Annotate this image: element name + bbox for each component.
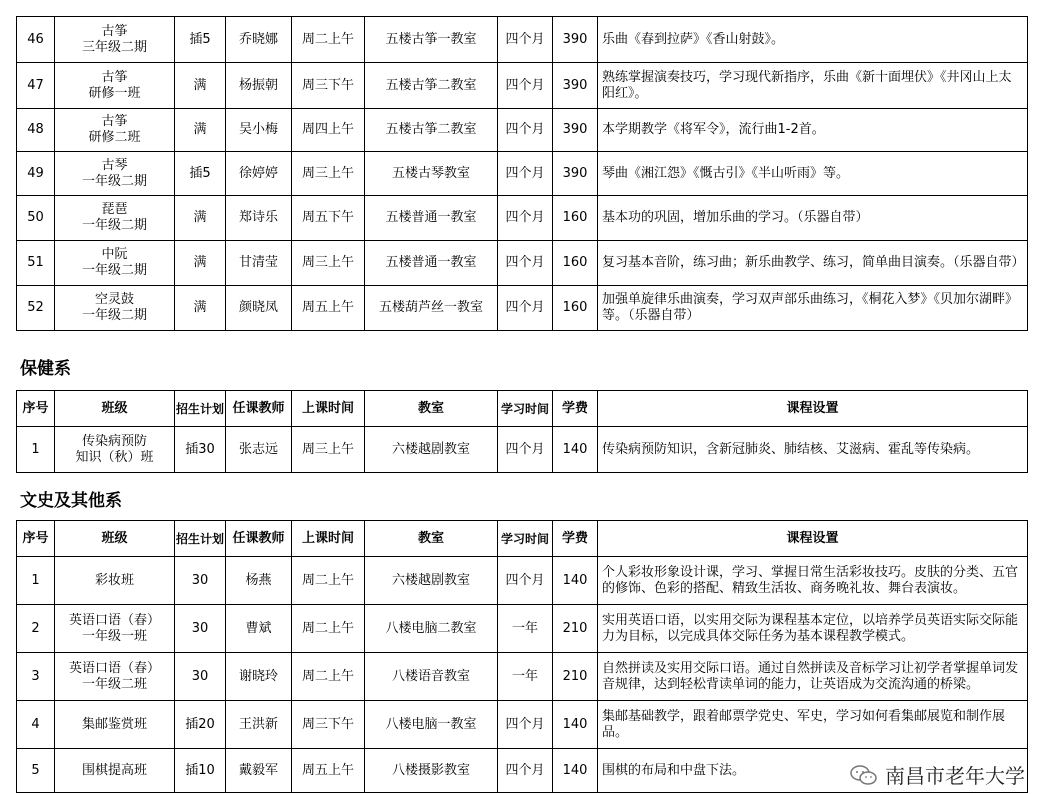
class-name-line1: 中阮 bbox=[101, 247, 128, 262]
tuition-fee: 160 bbox=[553, 286, 598, 331]
class-time: 周二上午 bbox=[292, 17, 365, 63]
table-row bbox=[17, 286, 1028, 331]
table-row bbox=[17, 109, 1028, 152]
tuition-fee: 140 bbox=[553, 749, 598, 793]
class-name-line1: 古琴 bbox=[101, 157, 128, 173]
health-table bbox=[16, 390, 1028, 473]
table-row bbox=[17, 605, 1028, 653]
classroom: 五楼古琴教室 bbox=[365, 152, 498, 196]
class-name bbox=[55, 427, 175, 473]
classroom: 八楼摄影教室 bbox=[365, 749, 498, 793]
classroom: 五楼葫芦丝一教室 bbox=[365, 286, 498, 331]
teacher-name: 乔晓娜 bbox=[226, 17, 292, 63]
teacher-name: 杨燕 bbox=[226, 557, 292, 605]
class-name-line2: 三年级二期 bbox=[81, 39, 147, 55]
section-title-health: 保健系 bbox=[20, 359, 71, 379]
class-time: 周五上午 bbox=[292, 749, 365, 793]
class-name bbox=[55, 286, 175, 331]
classroom: 八楼电脑一教室 bbox=[365, 701, 498, 749]
course-setting: 熟练掌握演奏技巧，学习现代新指序，乐曲《新十面埋伏》《井冈山上太阳红》。 bbox=[598, 63, 1028, 109]
course-setting: 集邮基础教学，跟着邮票学党史、军史，学习如何看集邮展览和制作展品。 bbox=[598, 701, 1028, 749]
course-setting: 乐曲《春到拉萨》《香山射鼓》。 bbox=[598, 17, 1028, 63]
header-time: 上课时间 bbox=[292, 391, 365, 427]
row-number: 1 bbox=[17, 557, 55, 605]
classroom: 五楼古筝二教室 bbox=[365, 63, 498, 109]
teacher-name: 戴毅军 bbox=[226, 749, 292, 793]
enrollment-plan: 满 bbox=[175, 241, 226, 286]
class-time: 周三上午 bbox=[292, 152, 365, 196]
table-row bbox=[17, 152, 1028, 196]
class-name-line1: 彩妆班 bbox=[94, 572, 134, 588]
class-name-line2: 一年级一班 bbox=[81, 628, 147, 644]
class-name-line2: 知识（秋）班 bbox=[75, 449, 154, 465]
teacher-name: 吴小梅 bbox=[226, 109, 292, 152]
class-name bbox=[55, 241, 175, 286]
teacher-name: 曹斌 bbox=[226, 605, 292, 653]
table-row bbox=[17, 427, 1028, 473]
row-number: 5 bbox=[17, 749, 55, 793]
health-header-row bbox=[17, 391, 1028, 427]
header-plan: 招生计划 bbox=[175, 521, 226, 557]
header-room: 教室 bbox=[365, 521, 498, 557]
classroom: 八楼语音教室 bbox=[365, 653, 498, 701]
enrollment-plan: 满 bbox=[175, 63, 226, 109]
row-number: 3 bbox=[17, 653, 55, 701]
class-name-line1: 英语口语（春） bbox=[68, 612, 160, 628]
class-name-line1: 传染病预防 bbox=[81, 433, 147, 449]
table-row bbox=[17, 557, 1028, 605]
course-setting: 实用英语口语，以实用交际为课程基本定位，以培养学员英语实际交际能力为目标，以完成具体交际任务为基本课程教学模式。 bbox=[598, 605, 1028, 653]
class-time: 周五下午 bbox=[292, 196, 365, 241]
study-duration: 四个月 bbox=[498, 286, 553, 331]
tuition-fee: 390 bbox=[553, 109, 598, 152]
class-time: 周三下午 bbox=[292, 701, 365, 749]
classroom: 五楼普通一教室 bbox=[365, 196, 498, 241]
class-name bbox=[55, 63, 175, 109]
study-duration: 四个月 bbox=[498, 152, 553, 196]
classroom: 五楼古筝一教室 bbox=[365, 17, 498, 63]
enrollment-plan: 30 bbox=[175, 557, 226, 605]
teacher-name: 张志远 bbox=[226, 427, 292, 473]
class-name-line2: 一年级二期 bbox=[81, 218, 147, 233]
tuition-fee: 210 bbox=[553, 653, 598, 701]
header-teacher: 任课教师 bbox=[226, 391, 292, 427]
class-name bbox=[55, 109, 175, 152]
row-number: 48 bbox=[17, 109, 55, 152]
classroom: 五楼古筝二教室 bbox=[365, 109, 498, 152]
course-setting: 加强单旋律乐曲演奏，学习双声部乐曲练习，《桐花入梦》《贝加尔湖畔》等。（乐器自带） bbox=[598, 286, 1028, 331]
tuition-fee: 160 bbox=[553, 241, 598, 286]
study-duration: 四个月 bbox=[498, 109, 553, 152]
row-number: 50 bbox=[17, 196, 55, 241]
header-time: 上课时间 bbox=[292, 521, 365, 557]
class-time: 周三上午 bbox=[292, 241, 365, 286]
header-teacher: 任课教师 bbox=[226, 521, 292, 557]
health-table-body bbox=[17, 427, 1028, 473]
course-setting: 基本功的巩固，增加乐曲的学习。（乐器自带） bbox=[598, 196, 1028, 241]
teacher-name: 甘清莹 bbox=[226, 241, 292, 286]
study-duration: 一年 bbox=[498, 605, 553, 653]
class-name-line1: 古筝 bbox=[101, 23, 128, 39]
class-time: 周二上午 bbox=[292, 557, 365, 605]
row-number: 2 bbox=[17, 605, 55, 653]
class-name-line1: 琵琶 bbox=[101, 202, 128, 217]
header-setting: 课程设置 bbox=[598, 521, 1028, 557]
class-time: 周五上午 bbox=[292, 286, 365, 331]
class-name-line1: 集邮鉴赏班 bbox=[81, 716, 147, 732]
class-name bbox=[55, 749, 175, 793]
enrollment-plan: 插30 bbox=[175, 427, 226, 473]
table-row bbox=[17, 701, 1028, 749]
class-name-line1: 围棋提高班 bbox=[81, 762, 147, 778]
class-name bbox=[55, 605, 175, 653]
class-name bbox=[55, 17, 175, 63]
course-setting: 传染病预防知识，含新冠肺炎、肺结核、艾滋病、霍乱等传染病。 bbox=[598, 427, 1028, 473]
music-table-body bbox=[17, 17, 1028, 331]
course-setting: 个人彩妆形象设计课，学习、掌握日常生活彩妆技巧。皮肤的分类、五官的修饰、色彩的搭配、精致生活妆、商务晚礼妆、舞台表演妆。 bbox=[598, 557, 1028, 605]
enrollment-plan: 满 bbox=[175, 196, 226, 241]
watermark-text: 南昌市老年大学 bbox=[885, 764, 1025, 788]
tuition-fee: 210 bbox=[553, 605, 598, 653]
tuition-fee: 390 bbox=[553, 63, 598, 109]
enrollment-plan: 插20 bbox=[175, 701, 226, 749]
enrollment-plan: 30 bbox=[175, 653, 226, 701]
teacher-name: 颜晓凤 bbox=[226, 286, 292, 331]
class-name bbox=[55, 701, 175, 749]
header-fee: 学费 bbox=[553, 391, 598, 427]
table-row bbox=[17, 241, 1028, 286]
section-title-culture: 文史及其他系 bbox=[20, 491, 122, 511]
header-class: 班级 bbox=[55, 391, 175, 427]
teacher-name: 郑诗乐 bbox=[226, 196, 292, 241]
table-row bbox=[17, 196, 1028, 241]
class-time: 周二上午 bbox=[292, 605, 365, 653]
header-no: 序号 bbox=[17, 521, 55, 557]
table-row bbox=[17, 17, 1028, 63]
row-number: 1 bbox=[17, 427, 55, 473]
teacher-name: 谢晓玲 bbox=[226, 653, 292, 701]
enrollment-plan: 插10 bbox=[175, 749, 226, 793]
course-setting: 复习基本音阶，练习曲；新乐曲教学、练习，简单曲目演奏。（乐器自带） bbox=[598, 241, 1028, 286]
class-time: 周三上午 bbox=[292, 427, 365, 473]
teacher-name: 徐婷婷 bbox=[226, 152, 292, 196]
class-name-line2: 一年级二期 bbox=[81, 263, 147, 278]
watermark bbox=[849, 760, 1025, 789]
tuition-fee: 140 bbox=[553, 701, 598, 749]
tuition-fee: 140 bbox=[553, 427, 598, 473]
row-number: 51 bbox=[17, 241, 55, 286]
culture-table-body bbox=[17, 557, 1028, 793]
class-name-line1: 英语口语（春） bbox=[68, 660, 160, 676]
tuition-fee: 140 bbox=[553, 557, 598, 605]
class-name-line2: 研修一班 bbox=[88, 85, 141, 101]
header-duration: 学习时间 bbox=[498, 521, 553, 557]
classroom: 八楼电脑二教室 bbox=[365, 605, 498, 653]
header-no: 序号 bbox=[17, 391, 55, 427]
tuition-fee: 160 bbox=[553, 196, 598, 241]
class-time: 周四上午 bbox=[292, 109, 365, 152]
study-duration: 一年 bbox=[498, 653, 553, 701]
study-duration: 四个月 bbox=[498, 241, 553, 286]
header-fee: 学费 bbox=[553, 521, 598, 557]
class-time: 周三下午 bbox=[292, 63, 365, 109]
study-duration: 四个月 bbox=[498, 196, 553, 241]
study-duration: 四个月 bbox=[498, 17, 553, 63]
class-name-line2: 一年级二期 bbox=[81, 308, 147, 323]
classroom: 六楼越剧教室 bbox=[365, 427, 498, 473]
study-duration: 四个月 bbox=[498, 749, 553, 793]
row-number: 52 bbox=[17, 286, 55, 331]
enrollment-plan: 插5 bbox=[175, 152, 226, 196]
class-name-line2: 一年级二班 bbox=[81, 676, 147, 692]
enrollment-plan: 插5 bbox=[175, 17, 226, 63]
row-number: 49 bbox=[17, 152, 55, 196]
course-setting: 本学期教学《将军令》，流行曲1-2首。 bbox=[598, 109, 1028, 152]
teacher-name: 王洪新 bbox=[226, 701, 292, 749]
culture-table bbox=[16, 520, 1028, 793]
header-setting: 课程设置 bbox=[598, 391, 1028, 427]
row-number: 47 bbox=[17, 63, 55, 109]
enrollment-plan: 满 bbox=[175, 286, 226, 331]
teacher-name: 杨振朝 bbox=[226, 63, 292, 109]
class-name-line2: 研修二班 bbox=[88, 130, 141, 145]
row-number: 4 bbox=[17, 701, 55, 749]
class-name-line2: 一年级二期 bbox=[81, 173, 147, 189]
header-room: 教室 bbox=[365, 391, 498, 427]
class-name bbox=[55, 152, 175, 196]
header-class: 班级 bbox=[55, 521, 175, 557]
header-duration: 学习时间 bbox=[498, 391, 553, 427]
study-duration: 四个月 bbox=[498, 427, 553, 473]
tuition-fee: 390 bbox=[553, 152, 598, 196]
class-name-line1: 古筝 bbox=[101, 69, 128, 85]
classroom: 五楼普通一教室 bbox=[365, 241, 498, 286]
study-duration: 四个月 bbox=[498, 701, 553, 749]
study-duration: 四个月 bbox=[498, 63, 553, 109]
enrollment-plan: 满 bbox=[175, 109, 226, 152]
class-name-line1: 空灵鼓 bbox=[94, 292, 134, 307]
table-row bbox=[17, 653, 1028, 701]
class-name-line1: 古筝 bbox=[101, 114, 128, 129]
course-setting: 琴曲《湘江怨》《慨古引》《半山听雨》等。 bbox=[598, 152, 1028, 196]
table-row bbox=[17, 63, 1028, 109]
enrollment-plan: 30 bbox=[175, 605, 226, 653]
class-name bbox=[55, 196, 175, 241]
study-duration: 四个月 bbox=[498, 557, 553, 605]
music-table bbox=[16, 16, 1028, 331]
row-number: 46 bbox=[17, 17, 55, 63]
wechat-icon bbox=[849, 764, 879, 786]
classroom: 六楼越剧教室 bbox=[365, 557, 498, 605]
header-plan: 招生计划 bbox=[175, 391, 226, 427]
course-setting: 自然拼读及实用交际口语。通过自然拼读及音标学习让初学者掌握单词发音规律，达到轻松背读单词的能力，让英语成为交流沟通的桥梁。 bbox=[598, 653, 1028, 701]
class-name bbox=[55, 557, 175, 605]
course-setting: 围棋的布局和中盘下法。 bbox=[598, 749, 1028, 793]
class-name bbox=[55, 653, 175, 701]
class-time: 周二上午 bbox=[292, 653, 365, 701]
tuition-fee: 390 bbox=[553, 17, 598, 63]
culture-header-row bbox=[17, 521, 1028, 557]
